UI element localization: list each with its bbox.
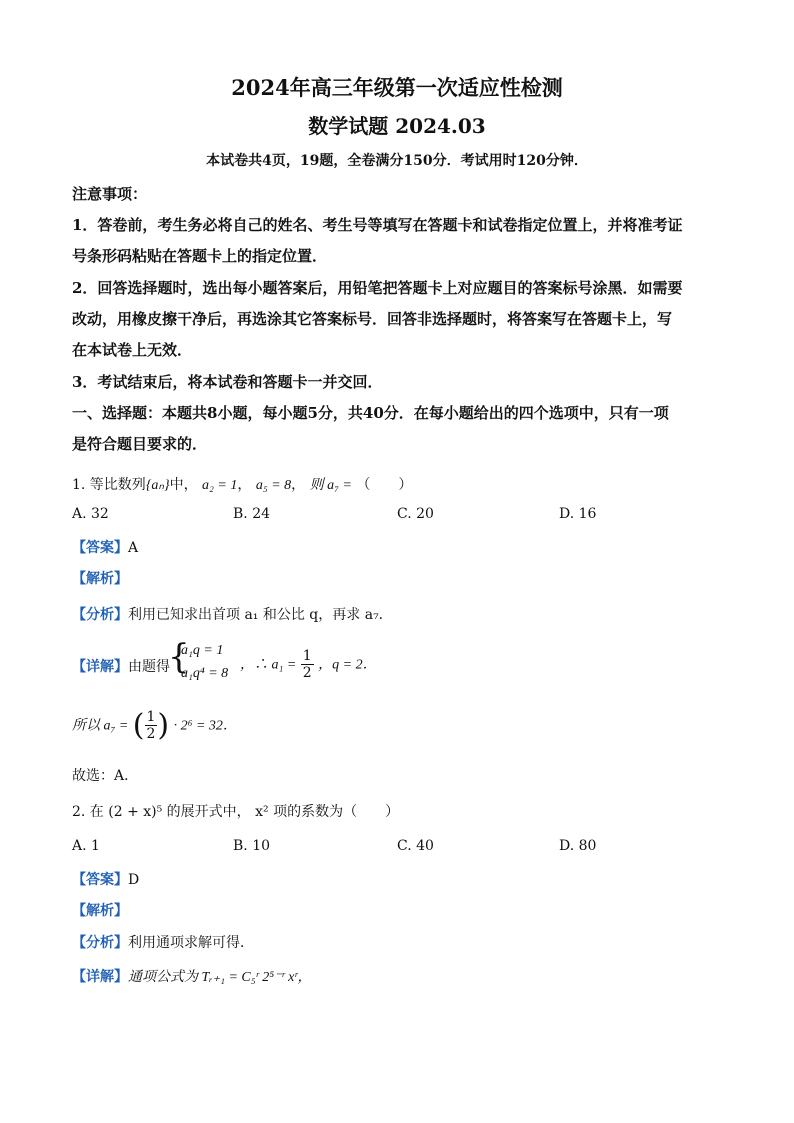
q1-blank: （ ）	[356, 477, 413, 493]
q1-half-denominator: 2	[146, 726, 156, 742]
q2-detail: 通项公式为 Tᵣ₊₁ = C₅ʳ 2⁵⁻ʳ xʳ，	[128, 970, 312, 985]
q2-answer-line	[72, 869, 139, 889]
exam-title: 2024年高三年级第一次适应性检测	[231, 75, 563, 100]
q2-fenxi-tag: 【分析】	[72, 935, 128, 951]
notes-item-2-line-1: 2．回答选择题时，选出每小题答案后，用铅笔把答题卡上对应题目的答案标号涂黑．如需要	[72, 279, 683, 297]
q1-analysis-label: 【解析】	[72, 571, 128, 587]
q2-analysis-label: 【解析】	[72, 903, 128, 919]
q1-option-d: D. 16	[559, 506, 597, 522]
notes-item-3: 3．考试结束后，将本试卷和答题卡一并交回．	[72, 373, 383, 391]
q2-fenxi: 利用通项求解可得．	[128, 935, 254, 951]
q1-detail-line	[72, 656, 170, 676]
q2-option-c: C. 40	[397, 838, 434, 854]
q1-analysis-tag	[72, 568, 128, 588]
q2-detail-line	[72, 966, 311, 986]
notes-item-2-line-2: 改动，用橡皮擦干净后，再选涂其它答案标号．回答非选择题时，将答案写在答题卡上，写	[72, 310, 673, 328]
q1-detail-tag: 【详解】	[72, 659, 128, 675]
q2-answer-tag: 【答案】	[72, 872, 128, 888]
q1-left-paren: (	[132, 708, 145, 743]
q2-detail-tag: 【详解】	[72, 969, 128, 985]
q1-detail-pre: 由题得	[128, 659, 170, 675]
q1-q-value: ，q = 2．	[318, 657, 377, 673]
q2-stem: 2. 在 (2 + x)⁵ 的展开式中， x² 项的系数为（ ）	[72, 804, 400, 820]
q1-a1-fraction	[301, 648, 314, 681]
q1-half-numerator: 1	[146, 709, 156, 725]
q1-right-paren: )	[157, 708, 170, 743]
q1-system-brace: {	[168, 637, 190, 677]
q2-option-b: B. 10	[233, 838, 271, 854]
exam-info: 本试卷共4页，19题，全卷满分150分．考试用时120分钟．	[206, 153, 588, 169]
section-heading-line-2: 是符合题目要求的．	[72, 435, 208, 453]
q1-option-b: B. 24	[233, 506, 271, 522]
q2-fenxi-line	[72, 932, 254, 952]
q2-option-d: D. 80	[559, 838, 597, 854]
q2-analysis-tag	[72, 900, 128, 920]
q1-a1-numerator: 1	[302, 648, 312, 664]
q1-mid: 中，	[169, 477, 198, 493]
notes-item-1-line-1: 1．答卷前，考生务必将自己的姓名、考生号等填写在答题卡和试卷指定位置上，并将准考证	[72, 216, 683, 234]
notes-heading: 注意事项：	[72, 185, 148, 203]
q1-a1-denominator: 2	[302, 665, 312, 681]
q1-seq: {aₙ}	[145, 478, 170, 493]
q1-fenxi: 利用已知求出首项 a₁ 和公比 q，再求 a₇．	[128, 607, 393, 623]
q1-system-result	[240, 648, 377, 681]
q1-option-a: A. 32	[72, 506, 109, 522]
q1-choose: 故选：A．	[72, 768, 139, 784]
q2-answer: D	[128, 872, 140, 888]
q1-cond-2: a₅ = 8	[255, 478, 292, 493]
notes-item-2-line-3: 在本试卷上无效．	[72, 341, 193, 359]
q1-half-fraction	[145, 709, 158, 742]
q1-so-line	[72, 708, 237, 743]
q2-option-a: A. 1	[72, 838, 100, 854]
q1-ask: 则 a₇ =	[309, 478, 352, 493]
q1-answer: A	[128, 540, 139, 556]
q1-a1-label: ，∴ a₁ =	[240, 657, 297, 673]
q1-cond-1: a₂ = 1	[202, 478, 238, 493]
q1-system-eq-1: a₁q = 1	[181, 643, 224, 658]
exam-subtitle: 数学试题 2024.03	[308, 114, 486, 138]
q1-system-eq-2: a₁q⁴ = 8	[181, 666, 229, 681]
q1-prefix: 1. 等比数列	[72, 477, 146, 493]
q1-fenxi-line	[72, 604, 393, 624]
q1-stem: 1. 等比数列{aₙ}中， a₂ = 1， a₅ = 8， 则 a₇ = （ ）	[72, 477, 413, 493]
q1-so-pre: 所以 a₇ =	[72, 718, 129, 734]
q1-answer-tag: 【答案】	[72, 540, 128, 556]
q1-so-post: · 2⁶ = 32．	[173, 718, 237, 734]
q1-fenxi-tag: 【分析】	[72, 607, 128, 623]
q1-option-c: C. 20	[397, 506, 434, 522]
q1-answer-line	[72, 537, 138, 557]
section-heading-line-1: 一、选择题：本题共8小题，每小题5分，共40分．在每小题给出的四个选项中，只有一项	[72, 404, 669, 422]
notes-item-1-line-2: 号条形码粘贴在答题卡上的指定位置．	[72, 247, 328, 265]
